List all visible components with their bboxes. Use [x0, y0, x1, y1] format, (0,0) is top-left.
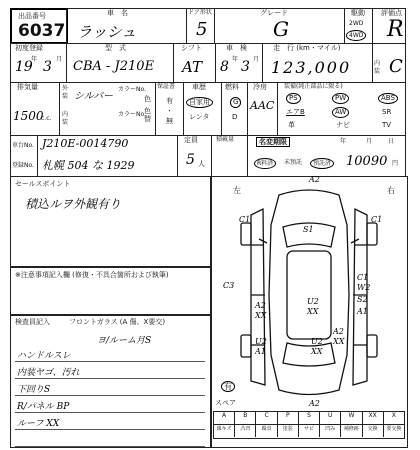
- expiry-label: 名変期限: [256, 137, 290, 147]
- mark-c1-w2: C1: [357, 273, 369, 282]
- interior-label: 内装: [374, 60, 381, 75]
- recycle-unit: 円: [392, 160, 399, 167]
- sales-point-value: 積込ルヲ外観有り: [25, 197, 122, 211]
- lot-cell: [10, 8, 68, 44]
- recycle-b: 未預託: [284, 159, 303, 166]
- model-label: 型 式: [105, 44, 126, 52]
- mileage-label: 走 行 (km・マイル): [273, 44, 341, 52]
- recycle-a: R料済: [254, 158, 276, 169]
- warranty-opt-no: 無: [166, 117, 173, 125]
- insp-month-unit: 月: [253, 56, 260, 63]
- mark-u2-rear: U2: [311, 337, 323, 346]
- rear-mark: A2: [309, 399, 320, 408]
- expiry-month-unit: 月: [366, 138, 373, 145]
- mileage-value: 123,000: [271, 58, 352, 77]
- first-reg-label: 初度登録: [15, 44, 43, 52]
- drive-4wd: 4WD: [346, 30, 366, 41]
- year-unit: 年: [31, 56, 38, 63]
- legend-desc: 凸凹: [235, 425, 256, 437]
- equip-navi: ナビ: [336, 121, 350, 129]
- buyer-notes-label: ※注意事項記入欄 (修復・不具合箇所および執筆): [15, 271, 169, 279]
- model-value: CBA - J210E: [73, 59, 155, 74]
- legend-code: C: [256, 412, 277, 424]
- legend-desc: 補修跡: [341, 425, 362, 437]
- color-no-label: カラーNo.: [118, 86, 146, 93]
- mileage-cell: [262, 44, 373, 82]
- plate-value: 札幌 504 な 1929: [42, 159, 135, 172]
- legend-desc: サビ: [299, 425, 320, 437]
- color-in-label: 内 装: [62, 111, 69, 126]
- displacement-cell: [11, 83, 59, 135]
- usage-cell: [183, 83, 222, 135]
- doors-label: ドア形状: [188, 9, 212, 16]
- header-row: [10, 8, 406, 44]
- displacement-value: 1500: [13, 109, 44, 123]
- legend-code: P: [278, 412, 299, 424]
- doors-value: 5: [196, 19, 208, 40]
- warranty-cell: [155, 83, 184, 135]
- color-value: シルバー: [74, 91, 114, 102]
- inspection-month: 3: [241, 59, 250, 75]
- inspector-label: 検査員記入: [15, 318, 50, 326]
- usage-opt2: レンタ: [189, 113, 210, 121]
- legend-desc: 線キズ: [214, 425, 235, 437]
- legend-code: A: [214, 412, 235, 424]
- plate-label: 登録No.: [12, 162, 34, 169]
- car-name-label: 車 名: [107, 9, 128, 17]
- insp-year-unit: 年: [232, 56, 239, 63]
- inspection-line: [15, 413, 205, 430]
- recycle-amount: 10090: [346, 154, 388, 169]
- mark-a1-rear: A1: [357, 307, 368, 316]
- inspection-cell: [215, 44, 263, 82]
- first-reg-year: 19: [15, 59, 33, 75]
- mark-w2: W2: [357, 283, 371, 292]
- expiry-year-unit: 年: [340, 138, 347, 145]
- mark-xx-rear: XX: [311, 347, 323, 356]
- grade-label: グレード: [260, 9, 288, 17]
- doors-cell: [186, 9, 215, 43]
- legend-code: S: [299, 412, 320, 424]
- diagram-left-label: 左: [233, 186, 241, 195]
- ac-label: 冷房: [253, 83, 267, 91]
- mark-a1: A1: [255, 347, 266, 356]
- inspection-item: 下回りS: [17, 385, 51, 395]
- legend-code: XX: [363, 412, 384, 424]
- chassis-label-cell: [11, 136, 37, 176]
- inspection-item: R/パネル BP: [17, 402, 70, 412]
- recycle-c: 預託済: [310, 158, 334, 169]
- equip-tv: TV: [382, 121, 392, 129]
- mark-c1-left: C1: [239, 215, 251, 224]
- sales-point-box: [10, 176, 212, 268]
- legend-desc: 要交換: [386, 426, 402, 432]
- inspection-line: [15, 345, 205, 362]
- spare-mark: 有: [221, 381, 235, 392]
- inspection-item: 内装ヤゴ、汚れ: [17, 368, 80, 378]
- mark-xx-center: XX: [307, 307, 319, 316]
- score-value: R: [387, 17, 404, 42]
- month-unit: 月: [56, 56, 63, 63]
- inspection-item: ルーフ XX: [17, 419, 60, 429]
- capacity-cell: [177, 136, 212, 176]
- legend-codes: [214, 412, 404, 425]
- mark-u2-left: U2: [255, 337, 267, 346]
- spare-label: スペア: [215, 399, 236, 407]
- ac-value: AAC: [250, 99, 275, 112]
- score-label: 評価点: [381, 9, 402, 17]
- car-name-value: ラッシュ: [77, 23, 137, 41]
- inspection-line: [15, 396, 205, 413]
- spec-row: [10, 82, 406, 136]
- fuel-label: 燃料: [225, 83, 239, 91]
- score-cell: [372, 9, 405, 43]
- usage-value: 自家用: [186, 97, 213, 108]
- legend-desc: 塗装: [278, 425, 299, 437]
- mark-right-a2: A2: [333, 327, 344, 336]
- mark-s1: S1: [303, 225, 314, 234]
- lot-label: 出品番号: [18, 12, 46, 20]
- displacement-label: 排気量: [17, 83, 38, 91]
- equip-airbag: エアB: [286, 108, 305, 116]
- chassis-label: 車台No.: [12, 142, 34, 149]
- inspection-year: 8: [220, 59, 229, 75]
- capacity-value: 5: [186, 152, 195, 168]
- inspection-line: [15, 379, 205, 396]
- damage-legend: [213, 411, 405, 439]
- inspection-lines: [15, 345, 205, 447]
- glass-note: ヨ/ルーム月S: [97, 336, 152, 346]
- interior-value: C: [389, 56, 403, 77]
- ac-cell: [247, 83, 278, 135]
- inspection-line: [15, 430, 205, 447]
- inspection-line: [15, 362, 205, 379]
- capacity-unit: 人: [198, 160, 205, 168]
- legend-desc: 腐食: [256, 425, 277, 437]
- load-cell: [211, 136, 248, 176]
- equip-leather: 革: [288, 121, 295, 129]
- color-change-label: 色替: [144, 107, 151, 123]
- inspection-label: 車 検: [226, 44, 247, 52]
- registration-row: [10, 43, 406, 83]
- drive-label: 駆動: [351, 9, 365, 17]
- fuel-cell: [221, 83, 248, 135]
- usage-label: 車歴: [192, 83, 206, 91]
- first-reg-month: 3: [43, 59, 52, 75]
- equip-pw: PW: [332, 93, 349, 104]
- lot-number: 6037: [18, 21, 66, 41]
- grade-value: G: [273, 17, 289, 41]
- inspection-item: ハンドルスレ: [17, 351, 71, 361]
- drive-cell: [344, 9, 373, 43]
- warranty-label: 保証書: [157, 83, 176, 90]
- equip-ps: PS: [286, 93, 301, 104]
- legend-desc: 交換: [363, 425, 384, 437]
- equipment-label: 装備(純正部品に限る): [284, 83, 343, 90]
- color-cell: [59, 83, 156, 135]
- displacement-unit: c.c.: [41, 115, 52, 122]
- mark-right-xx: XX: [333, 337, 345, 346]
- load-label: 積載量: [216, 136, 235, 143]
- chassis-row: [10, 135, 406, 177]
- fuel-value: G: [230, 97, 241, 108]
- chassis-value-cell: [37, 136, 178, 176]
- color-label: 色: [144, 95, 151, 103]
- legend-code: B: [235, 412, 256, 424]
- equip-sr: SR: [382, 108, 392, 116]
- chassis-value: J210E-0014790: [42, 137, 129, 150]
- car-diagram-box: [210, 176, 408, 448]
- equip-abs: ABS: [378, 93, 398, 104]
- car-name-cell: [66, 9, 187, 43]
- fuel-opt2: D: [232, 113, 238, 121]
- inspector-box: [10, 314, 212, 448]
- mark-xx-left: XX: [255, 311, 267, 320]
- glass-label: フロントガラス (A 傷、X要交): [69, 318, 166, 326]
- color-out-label: 外 装: [62, 85, 69, 100]
- interior-cell: [372, 44, 405, 82]
- legend-code: W: [341, 412, 362, 424]
- shift-value: AT: [182, 58, 203, 76]
- sales-point-label: セールスポイント: [15, 180, 71, 188]
- legend-descs: [214, 425, 404, 437]
- mark-s2: S2: [357, 295, 368, 304]
- legend-code: U: [320, 412, 341, 424]
- front-mark: A2: [309, 175, 320, 184]
- capacity-label: 定員: [184, 136, 198, 144]
- mark-a2-left: A2: [255, 301, 266, 310]
- warranty-opt-sep: ・: [166, 107, 173, 115]
- equipment-cell: [277, 83, 405, 135]
- first-reg-cell: [11, 44, 66, 82]
- model-cell: [66, 44, 174, 82]
- shift-cell: [173, 44, 216, 82]
- warranty-opt-yes: 有: [166, 97, 173, 105]
- color-no-label-2: カラーNo.: [118, 111, 146, 118]
- shift-label: シフト: [181, 44, 202, 52]
- expiry-day-unit: 日: [388, 138, 395, 145]
- expiry-cell: [247, 136, 405, 176]
- diagram-right-label: 右: [387, 186, 395, 195]
- equip-aw: AW: [332, 107, 349, 118]
- legend-desc: 凹み: [320, 425, 341, 437]
- grade-cell: [214, 9, 345, 43]
- drive-2wd: 2WD: [349, 20, 364, 27]
- mark-c3: C3: [223, 281, 235, 290]
- buyer-notes-box: [10, 266, 212, 316]
- mark-u2-center: U2: [307, 297, 319, 306]
- mark-c1-right: C1: [371, 215, 383, 224]
- legend-code: X: [391, 412, 396, 419]
- auction-sheet: [2, 2, 416, 446]
